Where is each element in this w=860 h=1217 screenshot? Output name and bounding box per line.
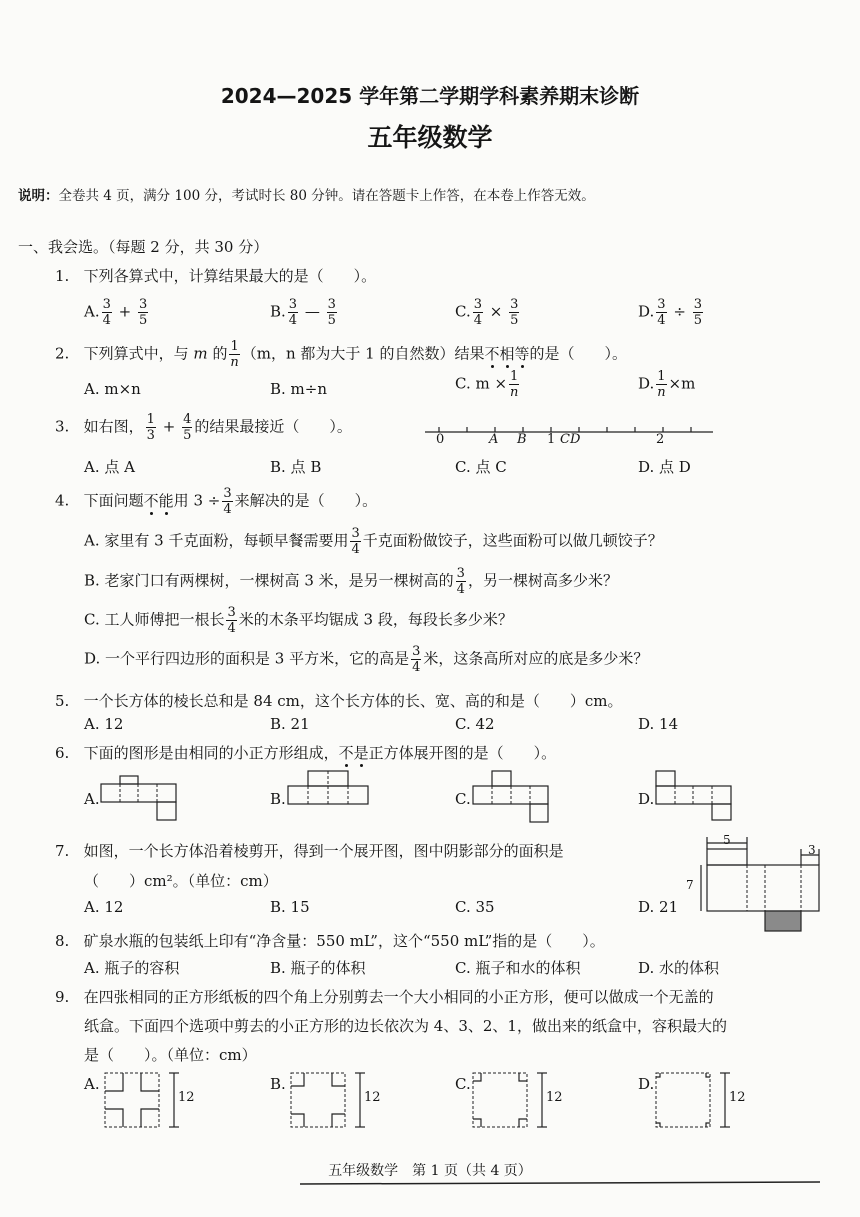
frac-num: 3 xyxy=(657,297,666,312)
q4-d-post: 米，这条高所对应的底是多少米？ xyxy=(423,649,649,668)
frac-num: 3 xyxy=(327,297,336,312)
q3-option-b: B. 点 B xyxy=(270,458,322,476)
frac-den: 4 xyxy=(412,660,421,675)
q2-d-pre: D. xyxy=(638,374,655,393)
exam-subject: 五年级数学 xyxy=(367,123,493,152)
q2-pre: 下列算式中，与 xyxy=(83,344,189,363)
instructions-label: 说明： xyxy=(18,188,59,204)
q2-d-post: ×m xyxy=(668,374,696,393)
q6-number: 6. xyxy=(55,744,70,762)
q3-pre: 如右图， xyxy=(83,417,144,436)
q9-line-1: 在四张相同的正方形纸板的四个角上分别剪去一个大小相同的小正方形，便可以做成一个无盖的 xyxy=(83,988,714,1006)
frac-den: 5 xyxy=(327,313,336,328)
q4-c-post: 米的木条平均锯成 3 段，每段长多少米？ xyxy=(238,610,513,629)
axis-label-0: 0 xyxy=(436,432,445,447)
frac-num: 1 xyxy=(657,369,666,384)
q2-emph-2: 相 xyxy=(499,344,515,363)
q4-b-post: ，另一棵树高多少米？ xyxy=(467,571,618,590)
frac-num: 3 xyxy=(139,297,148,312)
q7-option-b: B. 15 xyxy=(270,898,310,916)
frac-num: 3 xyxy=(351,526,360,541)
frac-den: 5 xyxy=(139,313,148,328)
exam-title: 2024—2025 学年第二学期学科素养期末诊断 xyxy=(220,84,640,108)
q5-option-c: C. 42 xyxy=(455,715,495,733)
q1-stem: 下列各算式中，计算结果最大的是（ ）。 xyxy=(83,267,377,285)
instructions-text: 全卷共 4 页，满分 100 分，考试时长 80 分钟。请在答题卡上作答，在本卷上作答无效。 xyxy=(58,188,595,204)
frac-den: n xyxy=(230,355,239,370)
frac-num: 3 xyxy=(473,297,482,312)
q9-line-2: 纸盒。下面四个选项中剪去的小正方形的边长依次为 4、3、2、1，做出来的纸盒中，容积最大的 xyxy=(84,1017,727,1035)
q6-net-a xyxy=(100,775,180,821)
frac-den: 4 xyxy=(351,542,360,557)
q8-option-d: D. 水的体积 xyxy=(638,959,720,977)
question-4 xyxy=(55,487,377,516)
frac-den: n xyxy=(510,385,519,400)
q9-option-b-label: B. xyxy=(270,1075,286,1093)
q6-net-d xyxy=(655,770,735,820)
q6-post: 正方体展开图的是（ ）。 xyxy=(368,744,557,762)
q7-stem: 如图，一个长方体沿着棱剪开，得到一个展开图，图中阴影部分的面积是 xyxy=(83,842,564,860)
q2-of: 的 xyxy=(212,344,228,363)
q4-option-a xyxy=(84,527,663,556)
q1-b-op: — xyxy=(304,302,320,321)
q6-net-b xyxy=(287,770,372,806)
q4-c-pre: C. 工人师傅把一根长 xyxy=(84,610,225,629)
q6-emph-1: 不 xyxy=(338,744,354,762)
q3-number: 3. xyxy=(55,417,70,436)
frac-den: 5 xyxy=(693,313,702,328)
q2-number: 2. xyxy=(55,344,70,363)
question-2 xyxy=(55,340,627,369)
q9-box-c xyxy=(472,1072,557,1128)
q4-pre: 下面问题 xyxy=(83,491,144,510)
question-8 xyxy=(55,930,605,951)
q9-c-side: 12 xyxy=(546,1090,563,1105)
q8-option-b: B. 瓶子的体积 xyxy=(270,959,366,977)
q1-c-op: × xyxy=(489,302,503,321)
q7-dim-left: 7 xyxy=(686,878,694,892)
q3-plus: + xyxy=(162,417,176,436)
q4-mid: 用 3 ÷ xyxy=(173,491,221,510)
q9-b-side: 12 xyxy=(364,1090,381,1105)
axis-label-1: 1 xyxy=(547,432,556,447)
q3-option-c: C. 点 C xyxy=(455,458,507,476)
q1-a-label: A. xyxy=(84,302,100,321)
q4-option-b xyxy=(84,567,618,596)
question-7 xyxy=(55,840,564,861)
q6-option-a-label: A. xyxy=(84,790,100,808)
frac-num: 1 xyxy=(146,412,155,427)
q7-net-figure xyxy=(695,835,825,940)
q8-stem: 矿泉水瓶的包装纸上印有“净含量：550 mL”，这个“550 mL”指的是（ ）。 xyxy=(83,932,605,950)
frac-den: 5 xyxy=(183,428,192,443)
question-6 xyxy=(55,742,556,763)
q5-option-b: B. 21 xyxy=(270,715,310,733)
axis-label-2: 2 xyxy=(656,432,665,447)
q4-b-pre: B. 老家门口有两棵树，一棵树高 3 米，是另一棵树高的 xyxy=(84,571,454,590)
q9-box-b xyxy=(290,1072,375,1128)
frac-num: 1 xyxy=(230,339,239,354)
q2-option-c xyxy=(455,370,521,399)
q9-a-side: 12 xyxy=(178,1090,195,1105)
q9-number: 9. xyxy=(55,988,70,1006)
q8-option-c: C. 瓶子和水的体积 xyxy=(455,959,581,977)
footer-rule xyxy=(300,1180,820,1188)
frac-den: 4 xyxy=(102,313,111,328)
frac-num: 3 xyxy=(288,297,298,312)
q9-option-a-label: A. xyxy=(84,1075,100,1093)
q1-c-label: C. xyxy=(455,302,471,321)
frac-num: 3 xyxy=(227,605,236,620)
q2-emph-3: 等 xyxy=(514,344,530,363)
q1-d-label: D. xyxy=(638,302,655,321)
q2-option-d xyxy=(638,370,695,399)
q6-option-b-label: B. xyxy=(270,790,286,808)
q1-number: 1. xyxy=(55,267,70,285)
q7-option-a: A. 12 xyxy=(84,898,124,916)
q7-number: 7. xyxy=(55,842,70,860)
section-title: 一、我会选。（每题 2 分，共 30 分） xyxy=(18,238,269,256)
frac-num: 3 xyxy=(223,486,232,501)
q3-post: 的结果最接近（ ）。 xyxy=(194,417,352,436)
q8-option-a: A. 瓶子的容积 xyxy=(84,959,180,977)
q2-option-a: A. m×n xyxy=(84,380,141,398)
page-footer: 五年级数学 第 1 页（共 4 页） xyxy=(328,1163,532,1179)
q2-post: 的是（ ）。 xyxy=(529,344,628,363)
instructions xyxy=(18,184,595,204)
q2-option-b: B. m÷n xyxy=(270,380,328,398)
frac-den: 4 xyxy=(223,502,232,517)
q4-number: 4. xyxy=(55,491,70,510)
q7-dim-right: 3 xyxy=(808,843,816,857)
q6-option-c-label: C. xyxy=(455,790,471,808)
q1-b-label: B. xyxy=(270,302,286,321)
question-9 xyxy=(55,986,714,1007)
q3-option-a: A. 点 A xyxy=(84,458,135,476)
q4-emph-1: 不 xyxy=(143,491,159,510)
q6-net-c xyxy=(472,770,552,825)
q9-line-3: 是（ ）。（单位：cm） xyxy=(84,1046,257,1064)
q9-option-d-label: D. xyxy=(638,1075,655,1093)
axis-label-cd: CD xyxy=(560,432,581,447)
frac-den: 4 xyxy=(227,621,236,636)
q2-emph-1: 不 xyxy=(484,344,500,363)
q9-option-c-label: C. xyxy=(455,1075,471,1093)
frac-den: n xyxy=(657,385,666,400)
q4-post: 来解决的是（ ）。 xyxy=(234,491,378,510)
question-5 xyxy=(55,690,623,711)
q1-option-b xyxy=(270,298,339,327)
frac-num: 3 xyxy=(102,297,111,312)
q8-number: 8. xyxy=(55,932,70,950)
q4-a-pre: A. 家里有 3 千克面粉，每顿早餐需要用 xyxy=(84,531,349,550)
q7-dim-top: 5 xyxy=(723,833,731,847)
q2-mid: （m，n 都为大于 1 的自然数）结果 xyxy=(241,344,485,363)
q4-emph-2: 能 xyxy=(158,491,174,510)
q2-m: m xyxy=(193,344,208,363)
q1-option-d xyxy=(638,298,705,327)
axis-label-a: A xyxy=(489,432,499,447)
q1-d-op: ÷ xyxy=(673,302,686,321)
frac-num: 3 xyxy=(693,297,702,312)
q7-option-d: D. 21 xyxy=(638,898,679,916)
q1-option-a xyxy=(84,298,150,327)
q1-option-c xyxy=(455,298,521,327)
frac-den: 4 xyxy=(473,313,482,328)
q5-option-d: D. 14 xyxy=(638,715,679,733)
frac-den: 4 xyxy=(288,313,298,328)
q9-d-side: 12 xyxy=(729,1090,746,1105)
frac-den: 4 xyxy=(657,313,666,328)
q6-option-d-label: D. xyxy=(638,790,655,808)
frac-num: 3 xyxy=(412,644,421,659)
q4-option-d xyxy=(84,645,648,674)
frac-num: 3 xyxy=(456,566,465,581)
frac-num: 4 xyxy=(183,412,192,427)
q4-option-c xyxy=(84,606,513,635)
question-1 xyxy=(55,265,376,286)
q4-a-post: 千克面粉做饺子，这些面粉可以做几顿饺子？ xyxy=(362,531,663,550)
frac-den: 4 xyxy=(456,582,465,597)
q7-option-c: C. 35 xyxy=(455,898,495,916)
q5-number: 5. xyxy=(55,692,70,710)
frac-den: 3 xyxy=(146,428,155,443)
q4-d-pre: D. 一个平行四边形的面积是 3 平方米，它的高是 xyxy=(84,649,410,668)
q5-stem: 一个长方体的棱长总和是 84 cm，这个长方体的长、宽、高的和是（ ）cm。 xyxy=(83,692,623,710)
frac-num: 3 xyxy=(510,297,519,312)
axis-label-b: B xyxy=(517,432,527,447)
q1-a-op: + xyxy=(118,302,132,321)
q9-box-d xyxy=(655,1072,740,1128)
q6-emph-2: 是 xyxy=(353,744,369,762)
q2-c-pre: C. m × xyxy=(455,374,508,393)
q9-box-a xyxy=(104,1072,189,1128)
q3-option-d: D. 点 D xyxy=(638,458,691,476)
frac-den: 5 xyxy=(510,313,519,328)
q5-option-a: A. 12 xyxy=(84,715,124,733)
question-3 xyxy=(55,413,352,442)
frac-num: 1 xyxy=(510,369,519,384)
q7-stem-2: （ ）cm²。（单位：cm） xyxy=(84,872,278,890)
q6-pre: 下面的图形是由相同的小正方形组成， xyxy=(83,744,339,762)
